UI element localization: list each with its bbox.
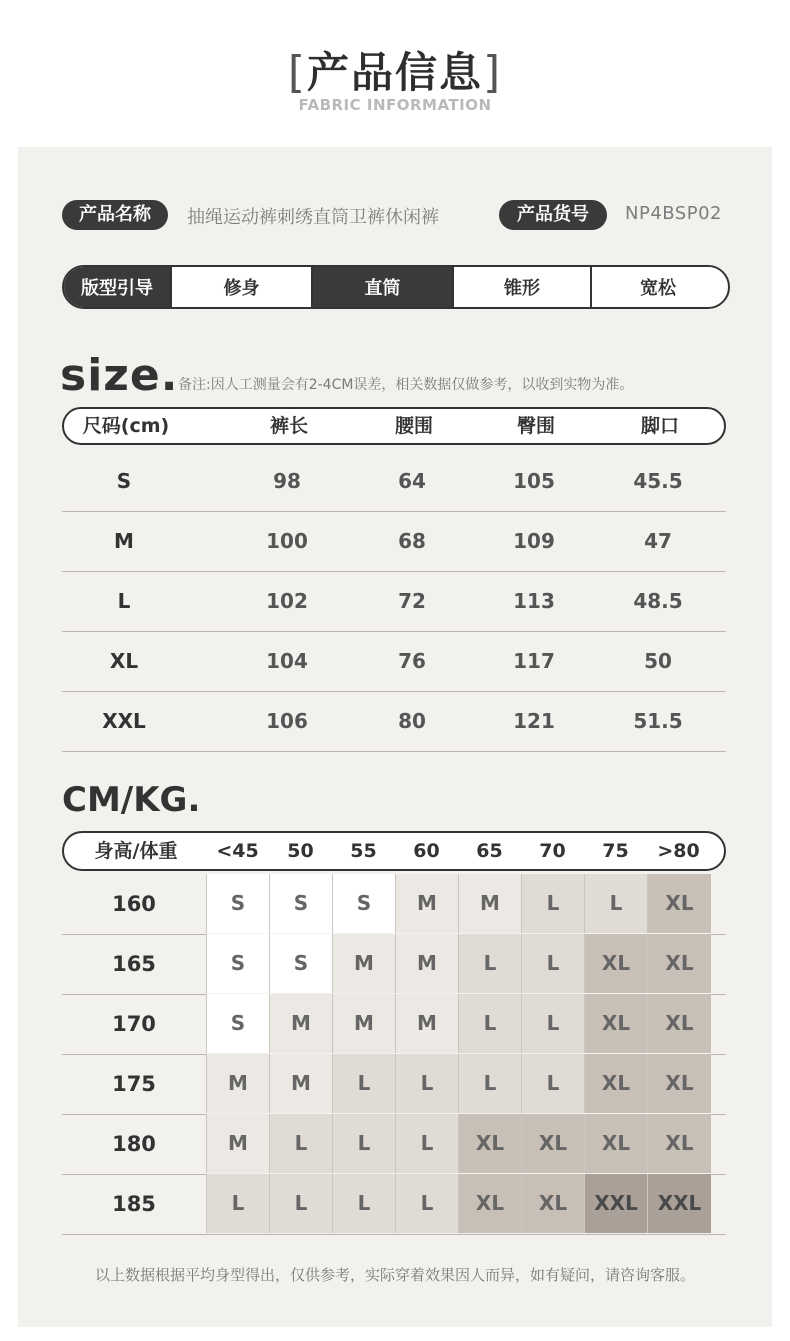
size-recommendation-cell: L: [395, 1054, 458, 1113]
size-column-header: 臀围: [516, 415, 555, 437]
size-cell: 106: [266, 709, 308, 733]
fit-option[interactable]: 修身: [170, 267, 311, 307]
fit-grid-row: [62, 994, 726, 1055]
height-label: 170: [112, 1012, 156, 1036]
fit-grid-row: [62, 934, 726, 995]
size-cell: 64: [398, 469, 426, 493]
weight-column-header: 50: [287, 840, 314, 862]
size-recommendation-cell: M: [206, 1054, 269, 1113]
size-recommendation-cell: L: [584, 874, 647, 933]
weight-column-header: 75: [602, 840, 629, 862]
fit-option[interactable]: 锥形: [452, 267, 590, 307]
size-cell: 50: [644, 649, 672, 673]
size-table-header: [62, 407, 726, 445]
fit-grid-row: [62, 1054, 726, 1115]
size-recommendation-cell: XL: [647, 874, 711, 933]
size-row: [62, 691, 726, 752]
size-cell: 98: [273, 469, 301, 493]
size-recommendation-cell: XL: [584, 994, 647, 1053]
fit-grid-header: [62, 831, 726, 871]
size-recommendation-cell: XL: [584, 934, 647, 993]
weight-column-header: 60: [413, 840, 440, 862]
size-recommendation-cell: M: [395, 874, 458, 933]
grid-corner-label: 身高/体重: [94, 840, 178, 862]
size-recommendation-cell: L: [206, 1174, 269, 1233]
size-cell: 76: [398, 649, 426, 673]
product-code-value: NP4BSP02: [625, 203, 722, 224]
fit-grid-row: [62, 874, 726, 935]
size-note: 备注:因人工测量会有2-4CM误差，相关数据仅做参考，以收到实物为准。: [178, 377, 634, 393]
fit-grid-row: [62, 1114, 726, 1175]
size-recommendation-cell: L: [458, 994, 521, 1053]
bracket-right: ]: [483, 47, 503, 98]
size-cell: 100: [266, 529, 308, 553]
size-cell: XL: [109, 649, 139, 673]
size-cell: 45.5: [633, 469, 683, 493]
size-cell: M: [114, 529, 134, 553]
fit-guide-label: 版型引导: [64, 267, 170, 307]
bracket-left: [: [287, 47, 307, 98]
size-recommendation-cell: L: [521, 874, 584, 933]
weight-column-header: >80: [657, 840, 700, 862]
size-cell: 72: [398, 589, 426, 613]
size-recommendation-cell: M: [458, 874, 521, 933]
size-recommendation-cell: XL: [647, 1114, 711, 1173]
size-cell: 68: [398, 529, 426, 553]
weight-column-header: 65: [476, 840, 503, 862]
size-recommendation-cell: XXL: [647, 1174, 711, 1233]
size-cell: 104: [266, 649, 308, 673]
size-recommendation-cell: M: [332, 994, 395, 1053]
height-label: 160: [112, 892, 156, 916]
size-row: [62, 451, 726, 512]
size-recommendation-cell: L: [458, 1054, 521, 1113]
size-recommendation-cell: XL: [647, 1054, 711, 1113]
size-cell: 109: [513, 529, 555, 553]
size-recommendation-cell: XL: [647, 934, 711, 993]
size-recommendation-cell: XXL: [584, 1174, 647, 1233]
size-cell: 113: [513, 589, 555, 613]
size-cell: 102: [266, 589, 308, 613]
size-cell: 105: [513, 469, 555, 493]
size-recommendation-cell: L: [521, 994, 584, 1053]
fit-option[interactable]: 宽松: [590, 267, 724, 307]
product-name-label: 产品名称: [62, 200, 168, 230]
size-column-header: 裤长: [269, 415, 308, 437]
size-recommendation-cell: S: [206, 874, 269, 933]
size-recommendation-cell: L: [332, 1114, 395, 1173]
size-row: [62, 571, 726, 632]
height-label: 175: [112, 1072, 156, 1096]
size-row: [62, 631, 726, 692]
size-cell: 48.5: [633, 589, 683, 613]
footer-note: 以上数据根据平均身型得出，仅供参考，实际穿着效果因人而异，如有疑问，请咨询客服。: [94, 1266, 695, 1284]
size-cell: L: [117, 589, 131, 613]
size-recommendation-cell: L: [269, 1174, 332, 1233]
title-text: 产品信息: [306, 48, 483, 97]
size-column-header: 腰围: [394, 415, 433, 437]
size-recommendation-cell: S: [332, 874, 395, 933]
size-recommendation-cell: M: [332, 934, 395, 993]
fit-option[interactable]: 直筒: [311, 267, 452, 307]
size-recommendation-cell: L: [395, 1114, 458, 1173]
weight-column-header: 55: [350, 840, 377, 862]
size-recommendation-cell: S: [269, 874, 332, 933]
size-recommendation-cell: XL: [584, 1054, 647, 1113]
height-label: 165: [112, 952, 156, 976]
size-recommendation-cell: M: [269, 994, 332, 1053]
size-column-header: 脚口: [640, 415, 679, 437]
size-row: [62, 511, 726, 572]
size-cell: 47: [644, 529, 672, 553]
size-recommendation-cell: XL: [521, 1174, 584, 1233]
size-recommendation-cell: XL: [584, 1114, 647, 1173]
size-cell: 121: [513, 709, 555, 733]
height-label: 180: [112, 1132, 156, 1156]
weight-column-header: 70: [539, 840, 566, 862]
header: [0, 0, 790, 147]
size-recommendation-cell: XL: [647, 994, 711, 1053]
size-cell: 117: [513, 649, 555, 673]
cmkg-heading: CM/KG.: [62, 780, 201, 820]
size-recommendation-cell: M: [395, 994, 458, 1053]
weight-column-header: <45: [216, 840, 259, 862]
product-code-label: 产品货号: [499, 200, 607, 230]
size-cell: S: [116, 469, 132, 493]
size-recommendation-cell: XL: [458, 1114, 521, 1173]
size-cell: 80: [398, 709, 426, 733]
size-recommendation-cell: L: [332, 1054, 395, 1113]
page-subtitle: FABRIC INFORMATION: [298, 96, 492, 114]
size-recommendation-cell: S: [206, 994, 269, 1053]
size-recommendation-cell: M: [269, 1054, 332, 1113]
size-recommendation-cell: L: [332, 1174, 395, 1233]
size-recommendation-cell: L: [521, 1054, 584, 1113]
size-recommendation-cell: S: [206, 934, 269, 993]
size-recommendation-cell: L: [395, 1174, 458, 1233]
size-recommendation-cell: XL: [458, 1174, 521, 1233]
size-recommendation-cell: L: [458, 934, 521, 993]
height-label: 185: [112, 1192, 156, 1216]
size-recommendation-cell: S: [269, 934, 332, 993]
product-name-value: 抽绳运动裤刺绣直筒卫裤休闲裤: [187, 207, 439, 228]
page-title: [0, 40, 790, 100]
fit-guide: [62, 265, 730, 309]
size-recommendation-cell: L: [521, 934, 584, 993]
size-cell: XXL: [102, 709, 146, 733]
size-recommendation-cell: M: [395, 934, 458, 993]
size-heading: size.: [60, 350, 179, 401]
size-column-header: 尺码(cm): [82, 415, 170, 437]
size-cell: 51.5: [633, 709, 683, 733]
size-recommendation-cell: M: [206, 1114, 269, 1173]
fit-grid-row: [62, 1174, 726, 1235]
size-recommendation-cell: L: [269, 1114, 332, 1173]
size-recommendation-cell: XL: [521, 1114, 584, 1173]
